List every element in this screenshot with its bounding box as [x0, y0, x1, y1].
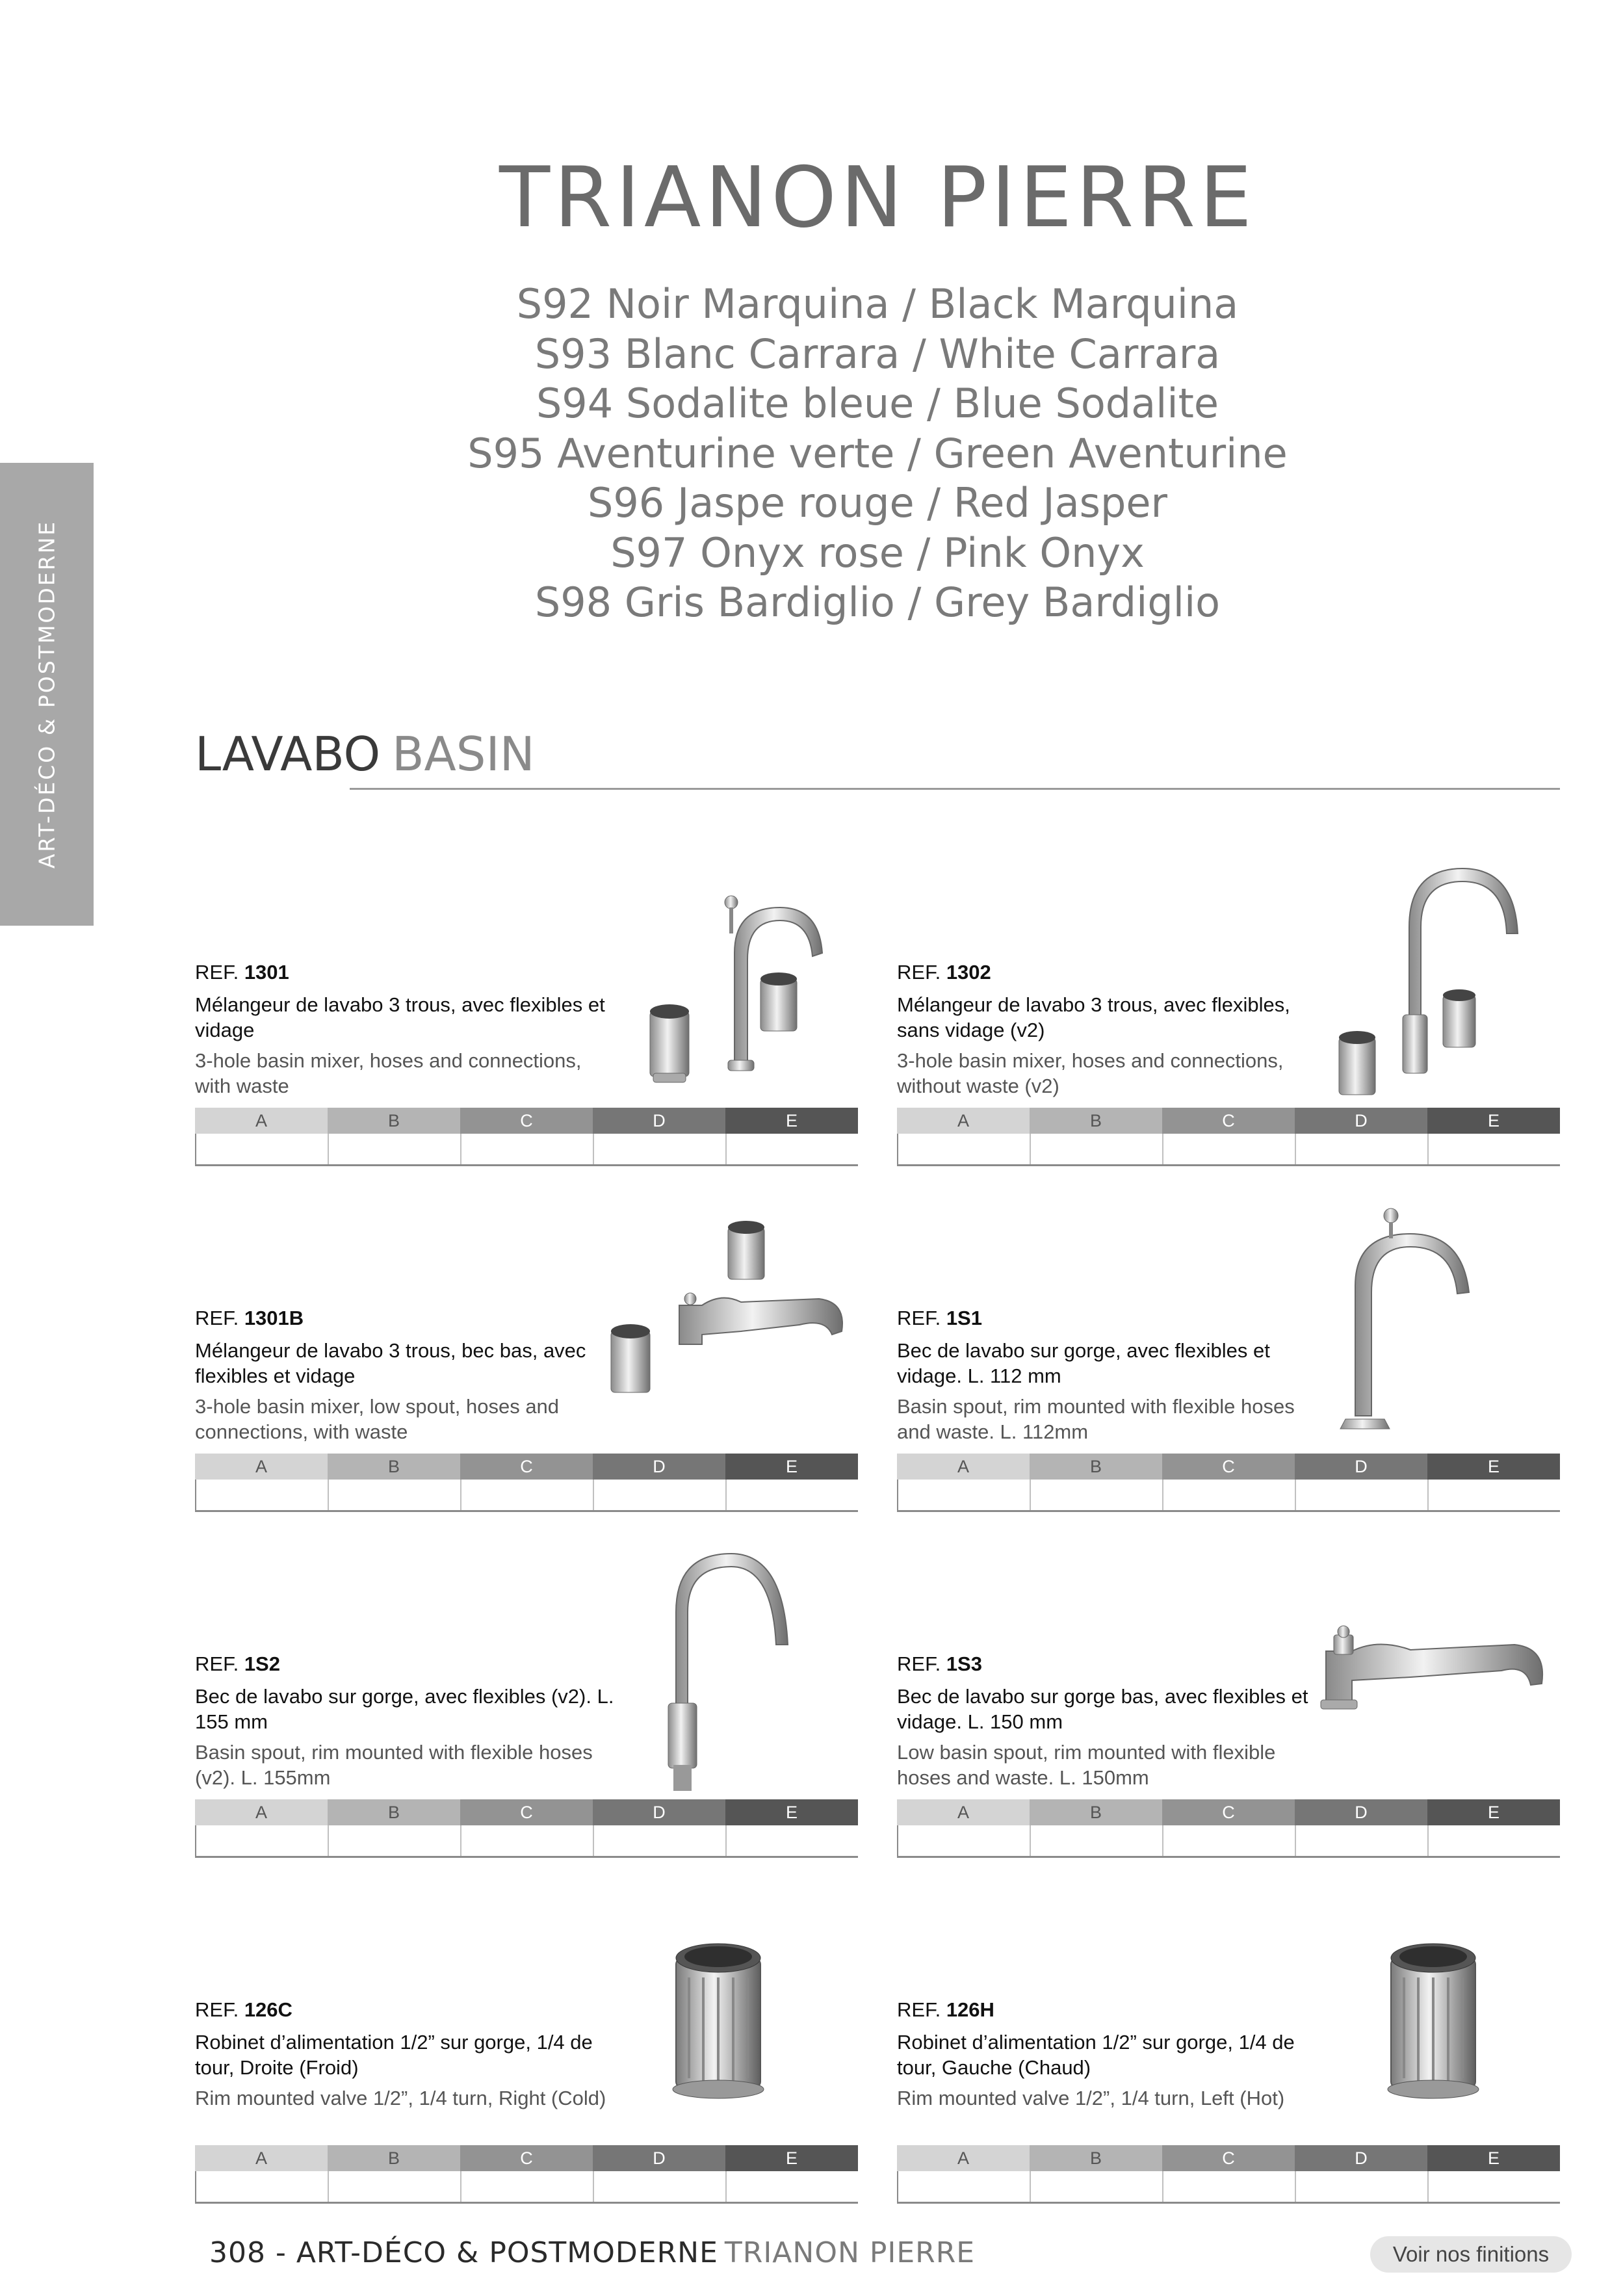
- grade-cell: [195, 2171, 328, 2202]
- grade-d: D: [1295, 1108, 1427, 1134]
- product-desc-fr: Mélangeur de lavabo 3 trous, bec bas, avec flexibles et vidage: [195, 1339, 586, 1387]
- grade-cell: [1030, 2171, 1162, 2202]
- product-ref: REF. 126C: [195, 1998, 292, 2021]
- grade-d: D: [593, 1108, 725, 1134]
- grade-c: C: [460, 1108, 593, 1134]
- grade-c: C: [1162, 1454, 1295, 1480]
- grade-b: B: [328, 1799, 460, 1825]
- grade-cell: [1295, 1480, 1427, 1510]
- product-card: [195, 1195, 858, 1500]
- grade-b: B: [328, 1108, 460, 1134]
- grade-table: [897, 1108, 1560, 1166]
- grade-cell: [1162, 1825, 1295, 1856]
- grade-c: C: [1162, 1799, 1295, 1825]
- product-desc-en: 3-hole basin mixer, hoses and connections, with waste: [195, 1049, 582, 1097]
- grade-b: B: [1030, 1799, 1162, 1825]
- grade-b: B: [328, 2145, 460, 2171]
- product-desc-en: Basin spout, rim mounted with flexible hoses and waste. L. 112mm: [897, 1395, 1295, 1443]
- product-desc-fr: Mélangeur de lavabo 3 trous, avec flexibles, sans vidage (v2): [897, 993, 1290, 1041]
- grade-c: C: [460, 1454, 593, 1480]
- product-card: [195, 1886, 858, 2192]
- product-card: [897, 1886, 1560, 2192]
- product-card: [897, 1541, 1560, 1846]
- section-divider: [350, 788, 1560, 790]
- finish-item: S96 Jaspe rouge / Red Jasper: [588, 479, 1167, 527]
- grade-e: E: [1427, 1799, 1560, 1825]
- product-ref: REF. 1302: [897, 961, 991, 984]
- product-text: [897, 959, 1319, 1099]
- product-ref: REF. 1S3: [897, 1652, 982, 1675]
- grade-cell: [1030, 1825, 1162, 1856]
- grade-cell: [593, 1825, 725, 1856]
- grade-cell: [725, 1480, 858, 1510]
- grade-a: A: [195, 1799, 328, 1825]
- grade-cell: [1030, 1134, 1162, 1164]
- ref-code: 126C: [244, 1998, 292, 2021]
- grade-c: C: [1162, 2145, 1295, 2171]
- page-footer: [209, 2236, 975, 2269]
- section-title-en: BASIN: [392, 727, 535, 781]
- product-card: [897, 1195, 1560, 1500]
- grade-cell: [1427, 1480, 1560, 1510]
- ref-code: 1S1: [946, 1307, 982, 1329]
- grade-cell: [725, 1825, 858, 1856]
- product-text: [195, 1651, 617, 1790]
- footer-page-label: 308 - ART-DÉCO & POSTMODERNE: [209, 2236, 718, 2269]
- ref-code: 126H: [946, 1998, 994, 2021]
- grade-a: A: [897, 2145, 1030, 2171]
- grade-table: [897, 1799, 1560, 1858]
- grade-e: E: [725, 1108, 858, 1134]
- product-card: [195, 849, 858, 1155]
- page-title: TRIANON PIERRE: [499, 150, 1256, 246]
- product-desc-en: Basin spout, rim mounted with flexible hoses (v2). L. 155mm: [195, 1741, 593, 1789]
- grade-cell: [1427, 1825, 1560, 1856]
- grade-table: [897, 1454, 1560, 1512]
- grade-cell: [725, 2171, 858, 2202]
- grade-table: [897, 2145, 1560, 2204]
- grade-cell: [593, 1480, 725, 1510]
- page-header: [195, 150, 1560, 628]
- grade-a: A: [897, 1108, 1030, 1134]
- grade-e: E: [725, 1799, 858, 1825]
- grade-d: D: [593, 1799, 725, 1825]
- grade-cell: [460, 1825, 593, 1856]
- grade-cell: [897, 1825, 1030, 1856]
- product-ref: REF. 1S2: [195, 1652, 280, 1675]
- low-spout-icon: [1306, 1541, 1560, 1799]
- grade-table: [195, 1799, 858, 1858]
- product-text: [897, 1997, 1319, 2111]
- ref-code: 1S2: [244, 1652, 280, 1675]
- grade-a: A: [897, 1799, 1030, 1825]
- product-text: [195, 959, 617, 1099]
- product-ref: REF. 1S1: [897, 1307, 982, 1329]
- product-ref: REF. 1301: [195, 961, 289, 984]
- product-desc-en: 3-hole basin mixer, hoses and connections, without waste (v2): [897, 1049, 1284, 1097]
- grade-cell: [328, 1825, 460, 1856]
- three-hole-basin-mixer-icon: [604, 849, 858, 1108]
- product-desc-en: Rim mounted valve 1/2”, 1/4 turn, Right (Cold): [195, 2087, 606, 2109]
- grade-table: [195, 1454, 858, 1512]
- grade-cell: [460, 1480, 593, 1510]
- product-text: [897, 1651, 1319, 1790]
- grade-b: B: [1030, 1108, 1162, 1134]
- grade-d: D: [1295, 1799, 1427, 1825]
- side-tab: [0, 463, 94, 926]
- product-ref: REF. 126H: [897, 1998, 994, 2021]
- finish-item: S95 Aventurine verte / Green Aventurine: [467, 429, 1288, 477]
- product-desc-fr: Bec de lavabo sur gorge, avec flexibles et vidage. L. 112 mm: [897, 1339, 1270, 1387]
- product-desc-fr: Robinet d’alimentation 1/2” sur gorge, 1/4 de tour, Droite (Froid): [195, 2031, 593, 2079]
- grade-cell: [195, 1480, 328, 1510]
- grade-e: E: [1427, 1454, 1560, 1480]
- grade-d: D: [1295, 1454, 1427, 1480]
- grade-e: E: [725, 1454, 858, 1480]
- grade-cell: [1030, 1480, 1162, 1510]
- grade-cell: [460, 1134, 593, 1164]
- side-tab-label: ART-DÉCO & POSTMODERNE: [34, 519, 60, 869]
- product-desc-fr: Bec de lavabo sur gorge bas, avec flexibles et vidage. L. 150 mm: [897, 1685, 1308, 1733]
- grade-a: A: [195, 1454, 328, 1480]
- grade-table: [195, 2145, 858, 2204]
- grade-b: B: [1030, 2145, 1162, 2171]
- product-card: [897, 849, 1560, 1155]
- grade-table: [195, 1108, 858, 1166]
- grade-cell: [1162, 1480, 1295, 1510]
- section-title-fr: LAVABO: [195, 727, 381, 781]
- grade-c: C: [460, 2145, 593, 2171]
- see-finishes-button[interactable]: Voir nos finitions: [1370, 2236, 1572, 2273]
- grade-cell: [1427, 2171, 1560, 2202]
- grade-cell: [1427, 1134, 1560, 1164]
- product-text: [897, 1305, 1319, 1444]
- grade-cell: [593, 1134, 725, 1164]
- grade-b: B: [1030, 1454, 1162, 1480]
- finish-item: S94 Sodalite bleue / Blue Sodalite: [536, 380, 1219, 427]
- grade-a: A: [195, 2145, 328, 2171]
- grade-cell: [328, 1480, 460, 1510]
- rim-valve-icon: [604, 1886, 858, 2145]
- grade-e: E: [725, 2145, 858, 2171]
- grade-cell: [1162, 2171, 1295, 2202]
- product-desc-fr: Mélangeur de lavabo 3 trous, avec flexibles et vidage: [195, 993, 605, 1041]
- grade-c: C: [1162, 1108, 1295, 1134]
- grade-cell: [593, 2171, 725, 2202]
- grade-a: A: [195, 1108, 328, 1134]
- product-text: [195, 1997, 617, 2111]
- product-desc-fr: Robinet d’alimentation 1/2” sur gorge, 1/4 de tour, Gauche (Chaud): [897, 2031, 1295, 2079]
- finish-item: S98 Gris Bardiglio / Grey Bardiglio: [534, 579, 1221, 626]
- finish-item: S97 Onyx rose / Pink Onyx: [610, 528, 1145, 577]
- ref-code: 1301B: [244, 1307, 304, 1329]
- gooseneck-spout-icon: [604, 1541, 858, 1799]
- product-desc-fr: Bec de lavabo sur gorge, avec flexibles (v2). L. 155 mm: [195, 1685, 614, 1733]
- product-text: [195, 1305, 617, 1444]
- footer-collection: TRIANON PIERRE: [724, 2236, 976, 2269]
- grade-cell: [897, 1134, 1030, 1164]
- finish-item: S93 Blanc Carrara / White Carrara: [534, 330, 1221, 378]
- grade-cell: [1295, 1825, 1427, 1856]
- rim-valve-icon: [1306, 1886, 1560, 2145]
- product-card: [195, 1541, 858, 1846]
- grade-cell: [328, 1134, 460, 1164]
- grade-cell: [1295, 1134, 1427, 1164]
- grade-cell: [725, 1134, 858, 1164]
- grade-cell: [195, 1825, 328, 1856]
- finish-list: [195, 280, 1560, 628]
- grade-d: D: [593, 1454, 725, 1480]
- grade-cell: [1162, 1134, 1295, 1164]
- grade-cell: [460, 2171, 593, 2202]
- grade-cell: [1295, 2171, 1427, 2202]
- three-hole-low-spout-mixer-icon: [604, 1195, 858, 1454]
- grade-a: A: [897, 1454, 1030, 1480]
- three-hole-basin-mixer-gooseneck-icon: [1306, 849, 1560, 1108]
- product-ref: REF. 1301B: [195, 1307, 304, 1329]
- grade-d: D: [593, 2145, 725, 2171]
- grade-e: E: [1427, 1108, 1560, 1134]
- product-desc-en: 3-hole basin mixer, low spout, hoses and connections, with waste: [195, 1395, 560, 1443]
- ref-code: 1302: [946, 961, 991, 984]
- ref-code: 1S3: [946, 1652, 982, 1675]
- grade-b: B: [328, 1454, 460, 1480]
- grade-c: C: [460, 1799, 593, 1825]
- grade-cell: [897, 2171, 1030, 2202]
- section-heading: [195, 727, 535, 781]
- grade-e: E: [1427, 2145, 1560, 2171]
- grade-cell: [328, 2171, 460, 2202]
- basin-spout-icon: [1306, 1195, 1560, 1454]
- grade-cell: [195, 1134, 328, 1164]
- product-desc-en: Rim mounted valve 1/2”, 1/4 turn, Left (Hot): [897, 2087, 1285, 2109]
- grade-cell: [897, 1480, 1030, 1510]
- finish-item: S92 Noir Marquina / Black Marquina: [516, 280, 1239, 328]
- ref-code: 1301: [244, 961, 289, 984]
- grade-d: D: [1295, 2145, 1427, 2171]
- product-desc-en: Low basin spout, rim mounted with flexible hoses and waste. L. 150mm: [897, 1741, 1276, 1789]
